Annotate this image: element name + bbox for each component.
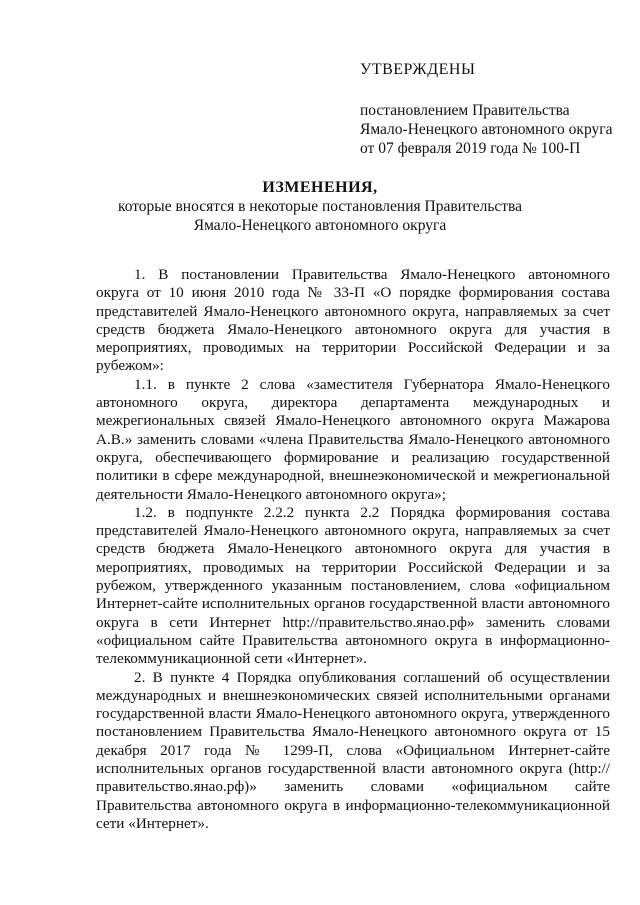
approval-line-2: Ямало-Ненецкого автономного округа	[360, 121, 613, 138]
paragraph-1-1: 1.1. в пункте 2 слова «заместителя Губернатора Ямало-Ненецкого автономного округа, директора департамента международных и межрегиональных связей Ямало-Ненецкого автономного округа Мажарова А.В.» заменить словами «члена Правительства Ямало-Ненецкого автономного округа, обеспечивающего формирование и реализацию государственной политики в сфере международной, внешнеэкономической и межрегиональной деятельности Ямало-Ненецкого автономного округа»;	[96, 375, 610, 503]
approval-label: УТВЕРЖДЕНЫ	[360, 61, 476, 78]
paragraph-1-2: 1.2. в подпункте 2.2.2 пункта 2.2 Порядка формирования состава представителей Ямало-Ненецкого автономного округа, направляемых за счет средств бюджета Ямало-Ненецкого автономного округа для участия в мероприятиях, проводимых на территории Российской Федерации и за рубежом, утвержденного указанным постановлением, слова «официальном Интернет-сайте исполнительных органов государственной власти автономного округа в сети Интернет http://правительство.янао.рф» заменить словами «официальном сайте Правительства автономного округа в информационно-телекоммуникационной сети «Интернет».	[96, 503, 610, 668]
approval-line-1: постановлением Правительства	[360, 102, 570, 119]
document-heading	[0, 178, 640, 235]
document-subtitle-line-1: которые вносятся в некоторые постановления Правительства	[117, 198, 523, 215]
paragraph-2: 2. В пункте 4 Порядка опубликования соглашений об осуществлении международных и внешнеэкономических связей исполнительными органами государственной власти Ямало-Ненецкого автономного округа, утвержденного постановлением Правительства Ямало-Ненецкого автономного округа от 15 декабря 2017 года № 1299-П, слова «Официальном Интернет-сайте исполнительных органов государственной власти автономного округа (http://правительство.янао.рф)» заменить словами «официальном сайте Правительства автономного округа в информационно-телекоммуникационной сети «Интернет».	[96, 668, 610, 832]
approval-block	[360, 60, 620, 158]
approval-line-3: от 07 февраля 2019 года № 100-П	[360, 140, 581, 157]
paragraph-1: 1. В постановлении Правительства Ямало-Ненецкого автономного округа от 10 июня 2010 года № 33-П «О порядке формирования состава представителей Ямало-Ненецкого автономного округа, направляемых за счет средств бюджета Ямало-Ненецкого автономного округа для участия в мероприятиях, проводимых на территории Российской Федерации и за рубежом»:	[96, 266, 610, 375]
document-body	[96, 266, 610, 833]
document-subtitle-line-2: Ямало-Ненецкого автономного округа	[193, 217, 447, 234]
document-title: ИЗМЕНЕНИЯ,	[262, 179, 378, 196]
